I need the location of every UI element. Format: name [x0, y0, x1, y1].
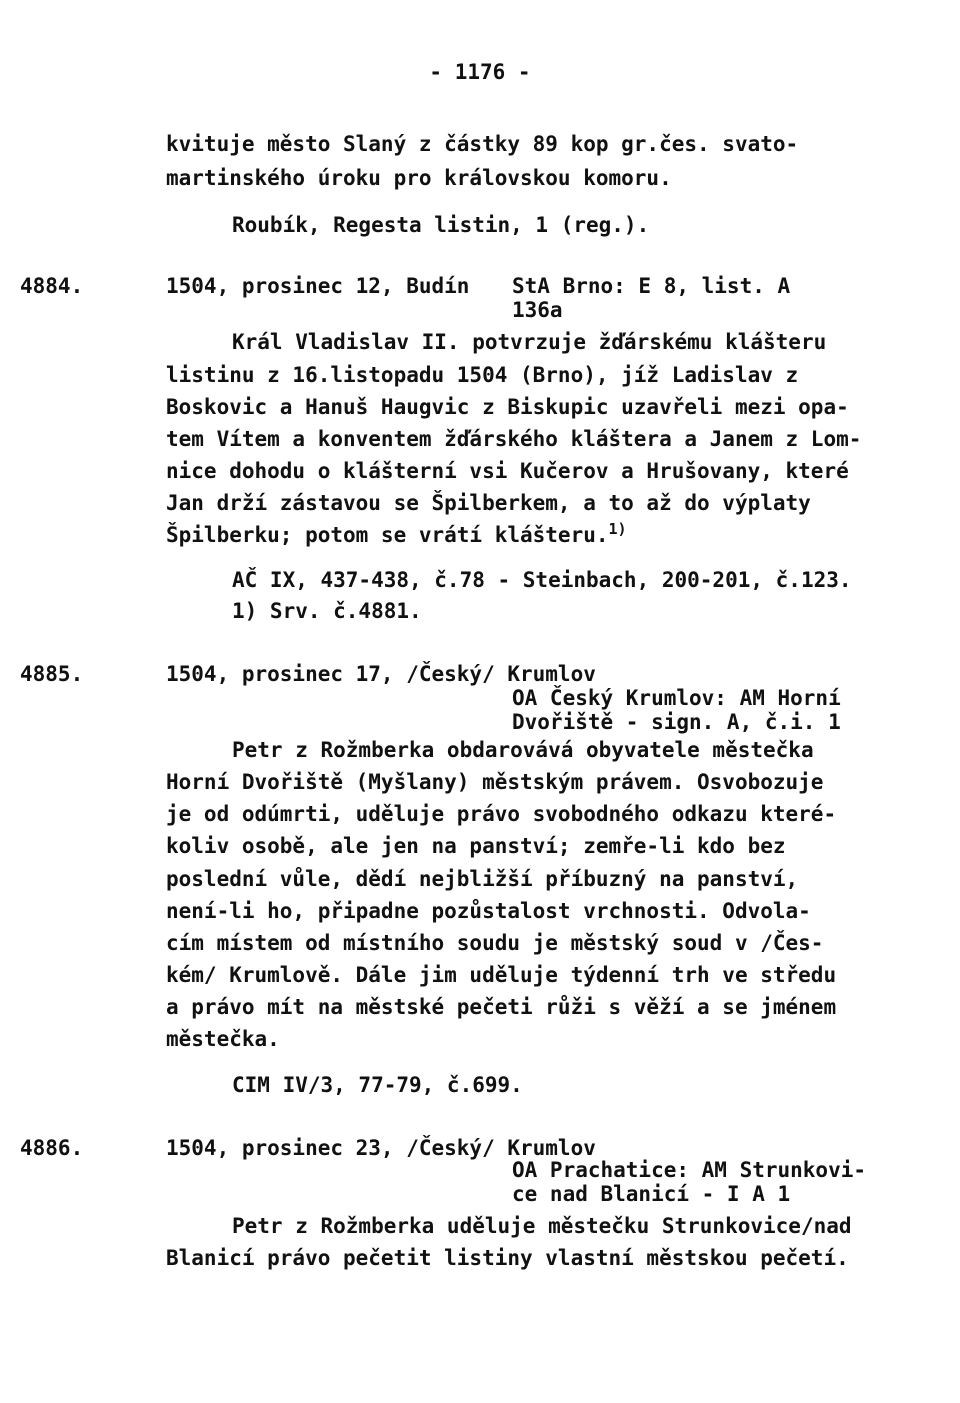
- entry-header: 1504, prosinec 17, /Český/ Krumlov: [166, 662, 596, 686]
- archive-line: OA Prachatice: AM Strunkovi-: [512, 1158, 867, 1182]
- archive-line: OA Český Krumlov: AM Horní: [512, 686, 841, 710]
- text-line: Boskovic a Hanuš Haugvic z Biskupic uzavřeli mezi opa-: [166, 395, 849, 419]
- entry-number: 4885.: [20, 662, 84, 686]
- archive-line: Dvořiště - sign. A, č.i. 1: [512, 710, 841, 734]
- text-line: městečka.: [166, 1027, 280, 1051]
- reference-line: AČ IX, 437-438, č.78 - Steinbach, 200-201, č.123.: [232, 568, 852, 592]
- reference-line: CIM IV/3, 77-79, č.699.: [232, 1073, 523, 1097]
- archive-line: ce nad Blanicí - I A 1: [512, 1182, 791, 1206]
- text-line: listinu z 16.listopadu 1504 (Brno), jíž Ladislav z: [166, 363, 799, 387]
- reference-line: Roubík, Regesta listin, 1 (reg.).: [232, 213, 650, 237]
- text-line-content: Špilberku; potom se vrátí klášteru.: [166, 523, 609, 547]
- text-line: tem Vítem a konventem žďárského kláštera a Janem z Lom-: [166, 427, 862, 451]
- entry-header: 1504, prosinec 12, Budín: [166, 274, 470, 298]
- text-line: poslední vůle, dědí nejbližší příbuzný na panství,: [166, 867, 799, 891]
- text-line: Petr z Rožmberka obdarovává obyvatele městečka: [232, 738, 814, 762]
- text-line: Horní Dvořiště (Myšlany) městským právem. Osvobozuje: [166, 770, 824, 794]
- archive-line: 136a: [512, 298, 563, 322]
- entry-number: 4884.: [20, 274, 84, 298]
- text-line: Petr z Rožmberka uděluje městečku Strunkovice/nad: [232, 1214, 852, 1238]
- footnote-mark: 1): [608, 520, 627, 538]
- entry-number: 4886.: [20, 1136, 84, 1160]
- text-line: kvituje město Slaný z částky 89 kop gr.čes. svato-: [166, 132, 799, 156]
- text-line: kém/ Krumlově. Dále jim uděluje týdenní trh ve středu: [166, 963, 837, 987]
- text-line: koliv osobě, ale jen na panství; zemře-li kdo bez: [166, 834, 786, 858]
- text-line: Král Vladislav II. potvrzuje žďárskému klášteru: [232, 330, 827, 354]
- text-line: Jan drží zástavou se Špilberkem, a to až do výplaty: [166, 491, 811, 515]
- text-line: je od odúmrti, uděluje právo svobodného odkazu které-: [166, 802, 837, 826]
- page-number: - 1176 -: [429, 60, 531, 84]
- footnote-line: 1) Srv. č.4881.: [232, 599, 422, 623]
- text-line: nice dohodu o klášterní vsi Kučerov a Hrušovany, které: [166, 459, 849, 483]
- text-line: cím místem od místního soudu je městský soud v /Čes-: [166, 931, 824, 955]
- text-line: a právo mít na městské pečeti růži s věží a se jménem: [166, 995, 837, 1019]
- text-line: martinského úroku pro královskou komoru.: [166, 166, 672, 190]
- entry-header: 1504, prosinec 23, /Český/ Krumlov: [166, 1136, 596, 1160]
- text-line: Blanicí právo pečetit listiny vlastní městskou pečetí.: [166, 1246, 849, 1270]
- text-line: není-li ho, připadne pozůstalost vrchnosti. Odvola-: [166, 899, 811, 923]
- text-line: [166, 521, 627, 549]
- archive-line: StA Brno: E 8, list. A: [512, 274, 791, 298]
